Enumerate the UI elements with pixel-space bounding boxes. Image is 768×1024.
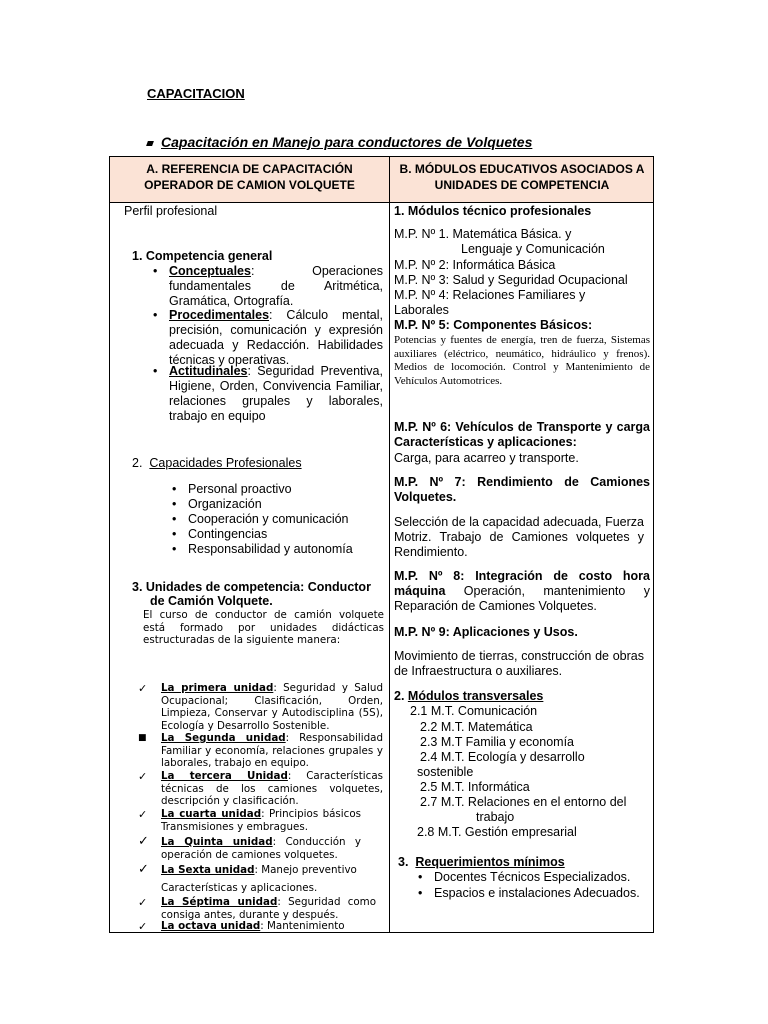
unidad-item: La Quinta unidad: Conducción y operación de camiones volquetes. [161, 836, 362, 861]
header-col-b: B. MÓDULOS EDUCATIVOS ASOCIADOS A UNIDADES DE COMPETENCIA [399, 162, 645, 192]
mt-item: 2.7 M.T. Relaciones en el entorno del [420, 795, 627, 809]
module-title: M.P. Nº 6: Vehículos de Transporte y carga Características y aplicaciones: [394, 420, 650, 449]
unidad-item: La Séptima unidad: Seguridad como consiga antes, durante y después. [161, 896, 376, 921]
list-item: • Espacios e instalaciones Adecuados. [434, 886, 640, 901]
list-item-procedimentales: • Procedimentales: Cálculo mental, precisión, comunicación y expresión adecuada y Redacción. Habilidades técnicas y operativas. [169, 308, 383, 368]
mt-item: trabajo [476, 810, 515, 824]
unidades-intro: El curso de conductor de camión volquete está formado por unidades didácticas estructuradas de la siguiente manera: [143, 609, 384, 646]
list-item-actitudinales: • Actitudinales: Seguridad Preventiva, Higiene, Orden, Convivencia Familiar, relaciones grupales y laborales, trabajo en equipo [169, 364, 383, 424]
check-icon: ✓ [138, 920, 148, 933]
unidad-item: La cuarta unidad: Principios básicos Transmisiones y embragues. [161, 808, 361, 833]
subtitle-text: Capacitación en Manejo para conductores de Volquetes [161, 134, 533, 150]
module-line: M.P. Nº 2: Informática Básica [394, 258, 556, 272]
bullet-square-icon [146, 141, 154, 146]
unidades-heading-2: de Camión Volquete. [150, 594, 273, 608]
module-description: Selección de la capacidad adecuada, Fuerza Motriz. Trabajo de Camiones volquetes y Rendimiento. [394, 515, 644, 559]
mt-item: sostenible [417, 765, 474, 779]
mt-item: 2.2 M.T. Matemática [420, 720, 533, 734]
perfil-heading: Perfil profesional [124, 204, 218, 218]
check-icon: ✓ [138, 862, 149, 877]
column-divider [389, 157, 390, 932]
mt-item: 2.5 M.T. Informática [420, 780, 530, 794]
module-line: M.P. Nº 3: Salud y Seguridad Ocupacional [394, 273, 628, 287]
competencia-general-heading: 1. Competencia general [132, 249, 273, 263]
competency-table [109, 156, 654, 933]
check-icon: ✓ [138, 682, 148, 695]
list-item: • Docentes Técnicos Especializados. [434, 870, 630, 885]
modulos-tecnicos-heading: 1. Módulos técnico profesionales [394, 204, 592, 218]
requerimientos-heading: 3. Requerimientos mínimos [398, 855, 565, 869]
list-item: • Responsabilidad y autonomía [188, 542, 353, 557]
document-title: CAPACITACION [147, 86, 245, 101]
module-title: M.P. Nº 8: Integración de costo hora máquina Operación, mantenimiento y Reparación de Camiones Volquetes. [394, 569, 650, 613]
module-title: M.P. Nº 7: Rendimiento de Camiones Volquetes. [394, 475, 650, 504]
unidad-item: La tercera Unidad: Características técnicas de los camiones volquetes, descripción y clasificación. [161, 770, 383, 807]
check-icon: ✓ [138, 834, 149, 849]
check-icon: ✓ [138, 770, 148, 783]
list-item: • Personal proactivo [188, 482, 292, 497]
modulos-transversales-heading: 2. Módulos transversales [394, 689, 544, 703]
check-icon: ✓ [138, 808, 148, 821]
list-item: • Contingencias [188, 527, 267, 542]
module-title: M.P. Nº 9: Aplicaciones y Usos. [394, 625, 578, 639]
capacidades-heading: 2. Capacidades Profesionales [132, 456, 302, 470]
unidad-item: La primera unidad: Seguridad y Salud Ocupacional; Clasificación, Orden, Limpieza, Conservar y Autodisciplina (5S), Ecología y Desarrollo Sostenible. [161, 682, 383, 732]
module-line: Lenguaje y Comunicación [461, 242, 605, 256]
mt-item: 2.8 M.T. Gestión empresarial [417, 825, 577, 839]
list-item: • Cooperación y comunicación [188, 512, 349, 527]
unidad-item-continued: Características y aplicaciones. [161, 882, 318, 894]
mt-item: 2.4 M.T. Ecología y desarrollo [420, 750, 585, 764]
module-description: Carga, para acarreo y transporte. [394, 451, 579, 465]
module-description: Movimiento de tierras, construcción de obras de Infraestructura o auxiliares. [394, 649, 644, 678]
section-subtitle [147, 134, 532, 150]
list-item-conceptuales: • Conceptuales: Operaciones fundamentales de Aritmética, Gramática, Ortografía. [169, 264, 383, 309]
mt-item: 2.3 M.T Familia y economía [420, 735, 574, 749]
mt-item: 2.1 M.T. Comunicación [410, 704, 538, 718]
unidad-item: La octava unidad: Mantenimiento [161, 920, 345, 932]
module-title: M.P. Nº 5: Componentes Básicos: [394, 318, 593, 332]
square-bullet-icon: ■ [138, 733, 147, 743]
module-line: Laborales [394, 303, 449, 317]
module-description: Potencias y fuentes de energía, tren de fuerza, Sistemas auxiliares (eléctrico, neumático, hidráulico y frenos). Medios de locomoción. Control y Mantenimiento de Vehículos Automotrices. [394, 334, 650, 387]
check-icon: ✓ [138, 896, 148, 909]
unidad-item: La Sexta unidad: Manejo preventivo [161, 864, 357, 876]
header-col-a: A. REFERENCIA DE CAPACITACIÓN OPERADOR DE CAMION VOLQUETE [144, 162, 355, 192]
module-line: M.P. Nº 1. Matemática Básica. y [394, 227, 572, 241]
list-item: • Organización [188, 497, 262, 512]
module-line: M.P. Nº 4: Relaciones Familiares y [394, 288, 586, 302]
table-header [110, 157, 653, 203]
unidad-item: La Segunda unidad: Responsabilidad Familiar y economía, relaciones grupales y laborales, trabajo en equipo. [161, 732, 383, 769]
unidades-heading: 3. Unidades de competencia: Conductor [132, 580, 371, 594]
